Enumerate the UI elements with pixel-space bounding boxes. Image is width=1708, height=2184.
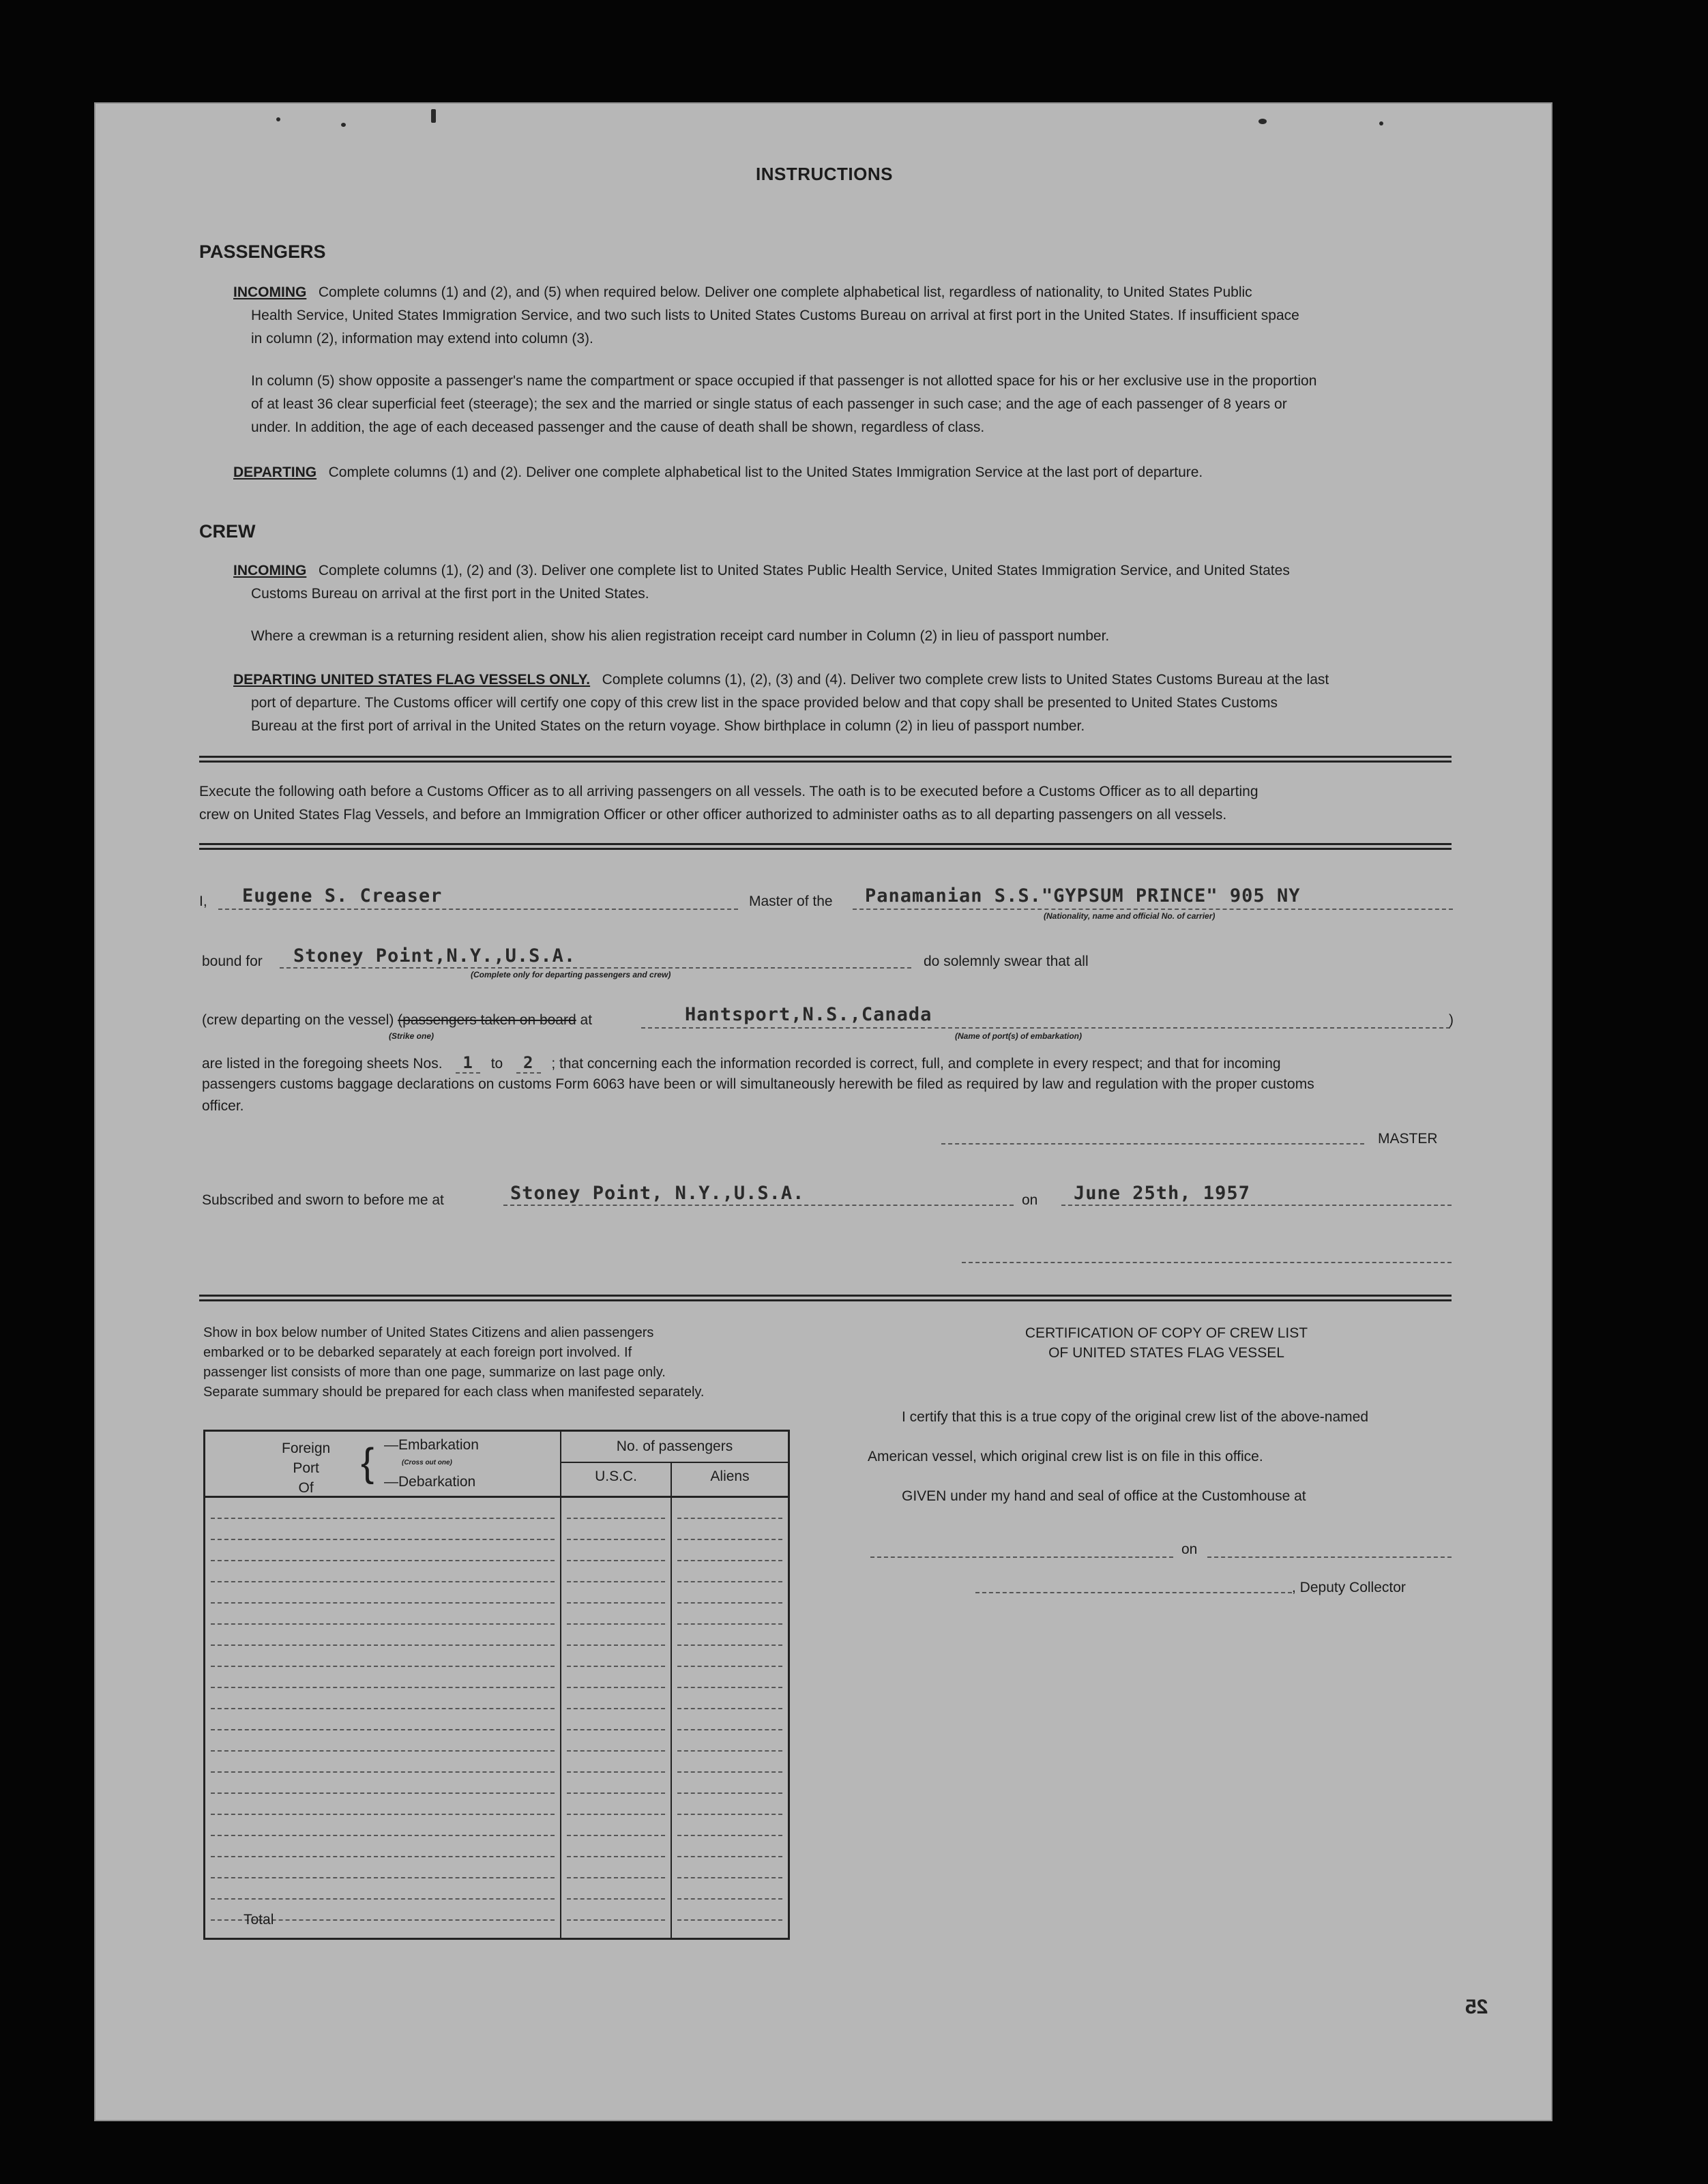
crew-incoming-label: INCOMING [233, 563, 307, 578]
sheet-to-value: 2 [516, 1053, 540, 1074]
bound-for-label: bound for [202, 954, 263, 969]
sheet-from-value: 1 [456, 1053, 480, 1074]
swear-label: do solemnly swear that all [924, 954, 1089, 969]
passengers-incoming-text: in column (2), information may extend into column (3). [251, 331, 593, 346]
crew-incoming-text: Complete columns (1), (2) and (3). Deliver one complete list to United States Public Health Service, United States Immigration Service, and United States [318, 563, 1290, 578]
table-row [211, 1561, 555, 1582]
subscribed-on-label: on [1022, 1192, 1038, 1208]
no-of-passengers-label: No. of passengers [561, 1432, 788, 1463]
certification-text: GIVEN under my hand and seal of office at the Customhouse at [902, 1488, 1306, 1504]
table-row [211, 1878, 555, 1900]
passenger-summary-table [203, 1430, 790, 1940]
crew-incoming-text: Customs Bureau on arrival at the first port in the United States. [251, 586, 649, 602]
crew-heading: CREW [199, 521, 256, 542]
vessel-value: Panamanian S.S."GYPSUM PRINCE" 905 NY [865, 885, 1301, 906]
certification-text: American vessel, which original crew list is on file in this office. [868, 1449, 1263, 1464]
table-row [211, 1688, 555, 1709]
subscribed-date-line [1061, 1205, 1452, 1206]
passengers-departing-text: Complete columns (1) and (2). Deliver one complete alphabetical list to the United States Immigration Service at the last port of departure. [328, 464, 1203, 480]
table-row [211, 1582, 555, 1604]
certification-title: OF UNITED STATES FLAG VESSEL [1048, 1345, 1284, 1361]
summary-note: embarked or to be debarked separately at each foreign port involved. If [203, 1345, 632, 1360]
scan-mark [276, 117, 280, 121]
passengers-incoming-label: INCOMING [233, 284, 307, 300]
sheets-label: are listed in the foregoing sheets Nos. [202, 1056, 443, 1072]
subscribed-place-value: Stoney Point, N.Y.,U.S.A. [510, 1183, 805, 1204]
bound-for-line [280, 967, 911, 969]
bound-for-value: Stoney Point,N.Y.,U.S.A. [293, 945, 576, 966]
certification-on-label: on [1181, 1541, 1198, 1557]
table-row [211, 1625, 555, 1646]
customhouse-line [870, 1556, 1173, 1558]
table-row [211, 1604, 555, 1625]
aliens-label: Aliens [710, 1469, 750, 1484]
section-divider [199, 756, 1452, 763]
page-number: 25 [1465, 1996, 1488, 2018]
page-title: INSTRUCTIONS [756, 164, 893, 184]
certification-date-line [1207, 1556, 1452, 1558]
passengers-incoming-text: Complete columns (1) and (2), and (5) when required below. Deliver one complete alphabetical list, regardless of nationality, to United States Public [318, 284, 1252, 300]
passengers-header-cell [561, 1431, 789, 1497]
close-paren: ) [1449, 1012, 1454, 1028]
section-divider [199, 843, 1452, 850]
master-signature-line [941, 1143, 1364, 1145]
table-row [211, 1815, 555, 1836]
vessel-line [853, 909, 1453, 910]
embark-port-line [641, 1027, 1450, 1029]
section-divider [199, 1295, 1452, 1301]
crew-departing-text: port of departure. The Customs officer will certify one copy of this crew list in the space provided below and that copy shall be presented to United States Customs [251, 695, 1278, 711]
master-of-label: Master of the [749, 894, 833, 909]
usc-label: U.S.C. [561, 1463, 672, 1496]
scan-mark [1379, 121, 1383, 126]
passengers-struck-option: (passengers taken on board [398, 1012, 576, 1028]
column5-text: In column (5) show opposite a passenger's name the compartment or space occupied if that passenger is not allotted space for his or her exclusive use in the proportion [251, 373, 1317, 389]
debarkation-label: —Debarkation [384, 1474, 476, 1490]
master-name-line [218, 909, 738, 910]
vessel-caption: (Nationality, name and official No. of carrier) [1044, 911, 1216, 921]
scan-mark [341, 123, 346, 127]
port-column [205, 1497, 561, 1939]
passengers-departing-label: DEPARTING [233, 464, 317, 480]
crew-departing-text: Complete columns (1), (2), (3) and (4). Deliver two complete crew lists to United States Customs Bureau at the last [602, 672, 1329, 688]
scan-mark [431, 109, 436, 123]
deputy-signature-line [975, 1592, 1292, 1593]
to-label: to [490, 1056, 503, 1072]
embark-caption: (Name of port(s) of embarkation) [955, 1031, 1083, 1041]
embark-port-value: Hantsport,N.S.,Canada [685, 1004, 932, 1025]
port-header-cell [205, 1431, 561, 1497]
table-row [211, 1519, 555, 1540]
summary-note: Show in box below number of United States Citizens and alien passengers [203, 1325, 654, 1340]
table-row [211, 1646, 555, 1667]
foreign-label: Foreign [282, 1441, 331, 1456]
embarkation-label: —Embarkation [384, 1437, 479, 1453]
officer-signature-line [962, 1262, 1452, 1263]
statement-text: ; that concerning each the information recorded is correct, full, and complete in every respect; and that for incoming [551, 1056, 1281, 1072]
subscribed-place-line [503, 1205, 1014, 1206]
deputy-collector-label: , Deputy Collector [1292, 1580, 1406, 1595]
subscribed-label: Subscribed and sworn to before me at [202, 1192, 444, 1208]
table-row [211, 1540, 555, 1561]
table-row [211, 1709, 555, 1730]
usc-column [561, 1497, 671, 1939]
certification-text: I certify that this is a true copy of the original crew list of the above-named [902, 1409, 1368, 1425]
oath-intro: crew on United States Flag Vessels, and before an Immigration Officer or other officer authorized to administer oaths as to all departing passengers on all vessels. [199, 807, 1227, 823]
table-row [211, 1857, 555, 1878]
brace-icon: { [361, 1441, 374, 1485]
subscribed-date-value: June 25th, 1957 [1074, 1183, 1250, 1204]
port-label: Port [293, 1460, 319, 1476]
table-row [211, 1836, 555, 1857]
crew-departing-label: DEPARTING UNITED STATES FLAG VESSELS ONLY. [233, 672, 591, 688]
table-row [211, 1730, 555, 1752]
crew-resident-text: Where a crewman is a returning resident alien, show his alien registration receipt card number in Column (2) in lieu of passport number. [251, 628, 1110, 644]
cross-out-label: (Cross out one) [402, 1459, 452, 1466]
table-row [211, 1752, 555, 1773]
total-label: Total [244, 1912, 274, 1928]
scan-mark [1258, 119, 1267, 124]
i-label: I, [199, 894, 207, 909]
at-label: at [580, 1012, 593, 1028]
table-row [211, 1773, 555, 1794]
strike-caption: (Strike one) [389, 1031, 435, 1041]
statement-text: passengers customs baggage declarations on customs Form 6063 have been or will simultaneously herewith be filed as required by law and regulation with the proper customs [202, 1076, 1314, 1092]
crew-departing-option: (crew departing on the vessel) [202, 1012, 394, 1028]
table-row [211, 1498, 555, 1519]
column5-text: under. In addition, the age of each deceased passenger and the cause of death shall be shown, regardless of class. [251, 419, 985, 435]
summary-note: Separate summary should be prepared for each class when manifested separately. [203, 1385, 705, 1400]
statement-text: officer. [202, 1098, 244, 1114]
master-label: MASTER [1378, 1131, 1438, 1147]
passengers-heading: PASSENGERS [199, 241, 326, 262]
certification-title: CERTIFICATION OF COPY OF CREW LIST [1025, 1325, 1308, 1341]
table-row [211, 1794, 555, 1815]
oath-intro: Execute the following oath before a Customs Officer as to all arriving passengers on all vessels. The oath is to be executed before a Customs Officer as to all departing [199, 784, 1258, 799]
column5-text: of at least 36 clear superficial feet (steerage); the sex and the married or single status of each passenger in such case; and the age of each passenger of 8 years or [251, 396, 1287, 412]
master-name-value: Eugene S. Creaser [242, 885, 443, 906]
bound-caption: (Complete only for departing passengers and crew) [471, 970, 671, 979]
of-label: Of [298, 1480, 314, 1496]
crew-departing-text: Bureau at the first port of arrival in the United States on the return voyage. Show birthplace in column (2) in lieu of passport number. [251, 718, 1085, 734]
passengers-incoming-text: Health Service, United States Immigration Service, and two such lists to United States Customs Bureau on arrival at first port in the United States. If insufficient space [251, 308, 1299, 323]
table-row [211, 1667, 555, 1688]
aliens-column [671, 1497, 789, 1939]
summary-note: passenger list consists of more than one page, summarize on last page only. [203, 1365, 666, 1380]
